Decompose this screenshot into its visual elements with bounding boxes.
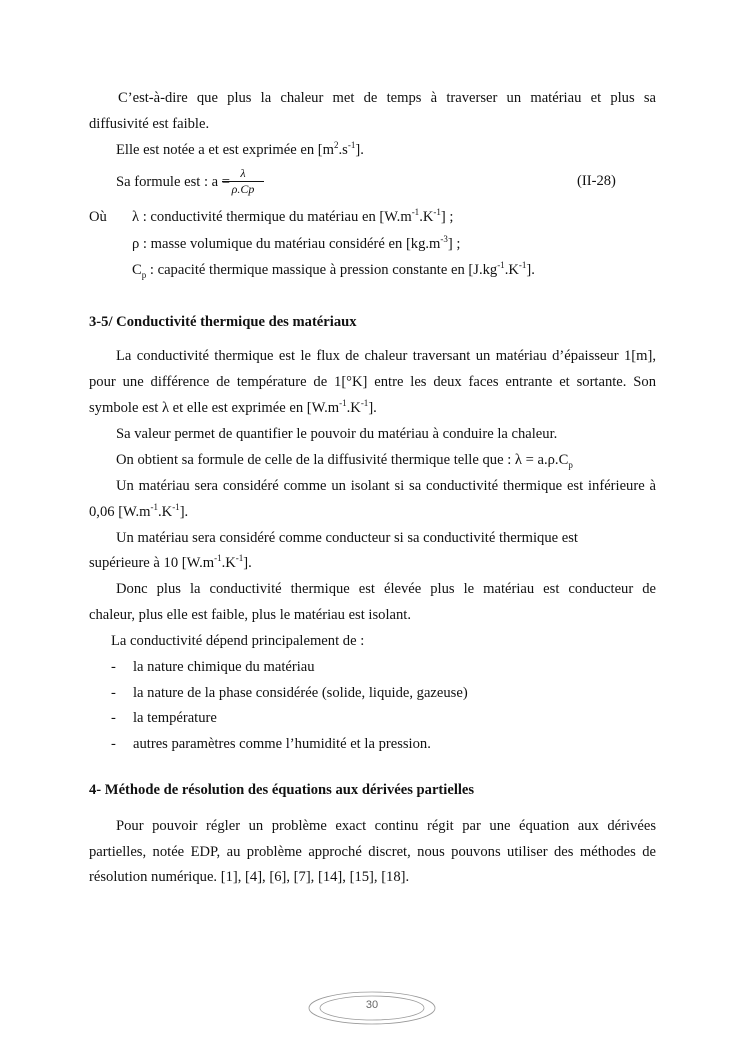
formula-numerator: λ — [222, 166, 264, 182]
bullet-dash — [111, 709, 116, 727]
text-run: chaleur, plus elle est faible, plus le matériau est isolant. — [89, 607, 411, 623]
text-run: C’est-à-dire que plus la chaleur met de temps à traverser un matériau et plus sa — [118, 90, 656, 106]
text-run: .K — [157, 504, 173, 520]
text-run: symbole est λ et elle est exprimée en [W.m — [89, 400, 340, 416]
text-run: Où — [89, 209, 107, 225]
paragraph-line — [111, 632, 364, 650]
paragraph-line — [89, 399, 377, 417]
text-run: résolution numérique. [1], [4], [6], [7], [14], [15], [18]. — [89, 869, 410, 885]
text-run: la température — [133, 710, 217, 726]
text-run: - — [111, 685, 116, 701]
definition-line — [132, 208, 453, 226]
paragraph-line — [116, 141, 364, 159]
paragraph-line — [116, 529, 578, 547]
definition-line — [132, 235, 460, 253]
text-run: .K — [221, 555, 236, 571]
formula-fraction — [222, 166, 264, 196]
bullet-item — [133, 658, 315, 676]
text-run: ] ; — [447, 236, 461, 252]
paragraph-line — [89, 373, 656, 391]
superscript: -1 — [518, 260, 527, 271]
text-run: - — [111, 710, 116, 726]
formula-label — [116, 173, 230, 191]
superscript: -1 — [150, 502, 158, 513]
text-run: ]. — [355, 142, 364, 158]
text-run: la nature chimique du matériau — [133, 659, 315, 675]
paragraph-line — [89, 606, 411, 624]
superscript: -1 — [172, 502, 180, 513]
superscript: -3 — [440, 234, 448, 245]
text-run: diffusivité est faible. — [89, 116, 210, 132]
text-run: ρ : masse volumique du matériau considéré en [kg.m — [132, 236, 441, 252]
superscript: -1 — [433, 207, 441, 218]
paragraph-line — [89, 503, 188, 521]
text-run: .s — [338, 142, 348, 158]
text-run: La conductivité thermique est le flux de chaleur traversant un matériau d’épaisseur 1[m], — [116, 348, 656, 364]
definition-line — [132, 261, 535, 279]
text-run: On obtient sa formule de celle de la diffusivité thermique telle que : λ = a.ρ.C — [116, 452, 569, 468]
superscript: -1 — [497, 260, 505, 271]
paragraph-line — [89, 868, 409, 886]
text-run: 3-5/ Conductivité thermique des matériaux — [89, 314, 357, 330]
text-run: la nature de la phase considérée (solide, liquide, gazeuse) — [133, 685, 468, 701]
text-run: .K — [504, 262, 519, 278]
text-run: Donc plus la conductivité thermique est élevée plus le matériau est conducteur de — [116, 581, 656, 597]
paragraph-line — [116, 425, 557, 443]
text-run: Pour pouvoir régler un problème exact continu régit par une équation aux dérivées — [116, 818, 656, 834]
section-heading — [89, 781, 474, 799]
text-run: supérieure à 10 [W.m — [89, 555, 215, 571]
text-run: ]. — [526, 262, 535, 278]
formula-denominator: ρ.Cp — [231, 182, 255, 196]
bullet-item — [133, 709, 217, 727]
text-run: .K — [419, 209, 434, 225]
paragraph-line — [118, 89, 656, 107]
subscript: p — [568, 459, 573, 470]
where-label — [89, 208, 107, 226]
equation-number: (II-28) — [577, 173, 616, 189]
text-run: ]. — [179, 504, 189, 520]
paragraph-line — [89, 115, 209, 133]
bullet-dash — [111, 735, 116, 753]
text-run: Sa formule est : a = — [116, 174, 231, 190]
paragraph-line — [116, 451, 573, 469]
paragraph-line — [89, 554, 252, 572]
paragraph-line — [116, 580, 656, 598]
superscript: 2 — [334, 140, 339, 151]
superscript: -1 — [339, 398, 347, 409]
text-run: Un matériau sera considéré comme un isolant si sa conductivité thermique est inférieure à — [116, 478, 656, 494]
text-run: Elle est notée a et est exprimée en [m — [116, 142, 335, 158]
text-run: partielles, notée EDP, au problème approché discret, nous pouvons utiliser des méthodes de — [89, 844, 656, 860]
text-run: .K — [346, 400, 361, 416]
text-run: pour une différence de température de 1[°K] entre les deux faces entrante et sortante. Son — [89, 374, 656, 390]
text-run: λ : conductivité thermique du matériau en [W.m — [132, 209, 412, 225]
bullet-item — [133, 684, 468, 702]
text-run: - — [111, 736, 116, 752]
superscript: -1 — [214, 553, 222, 564]
superscript: -1 — [411, 207, 420, 218]
subscript: p — [141, 269, 147, 280]
paragraph-line — [116, 477, 656, 495]
paragraph-line — [116, 347, 656, 365]
text-run: La conductivité dépend principalement de : — [111, 633, 365, 649]
paragraph-line — [116, 817, 656, 835]
text-run: ] ; — [440, 209, 454, 225]
bullet-item — [133, 735, 431, 753]
superscript: -1 — [360, 398, 369, 409]
bullet-dash — [111, 658, 116, 676]
paragraph-line — [89, 843, 656, 861]
page-number: 30 — [365, 999, 379, 1011]
text-run: 0,06 [W.m — [89, 504, 151, 520]
superscript: -1 — [235, 553, 244, 564]
text-run: - — [111, 659, 116, 675]
text-run: ]. — [368, 400, 377, 416]
text-run: Sa valeur permet de quantifier le pouvoir du matériau à conduire la chaleur. — [116, 426, 558, 442]
text-run: Un matériau sera considéré comme conducteur si sa conductivité thermique est — [116, 530, 578, 546]
text-run: autres paramètres comme l’humidité et la pression. — [133, 736, 431, 752]
superscript: -1 — [347, 140, 356, 151]
text-run: : capacité thermique massique à pression constante en [J.kg — [146, 262, 498, 278]
section-heading — [89, 313, 357, 331]
bullet-dash — [111, 684, 116, 702]
text-run: C — [132, 262, 142, 278]
text-run: 4- Méthode de résolution des équations aux dérivées partielles — [89, 782, 475, 798]
text-run: ]. — [243, 555, 252, 571]
